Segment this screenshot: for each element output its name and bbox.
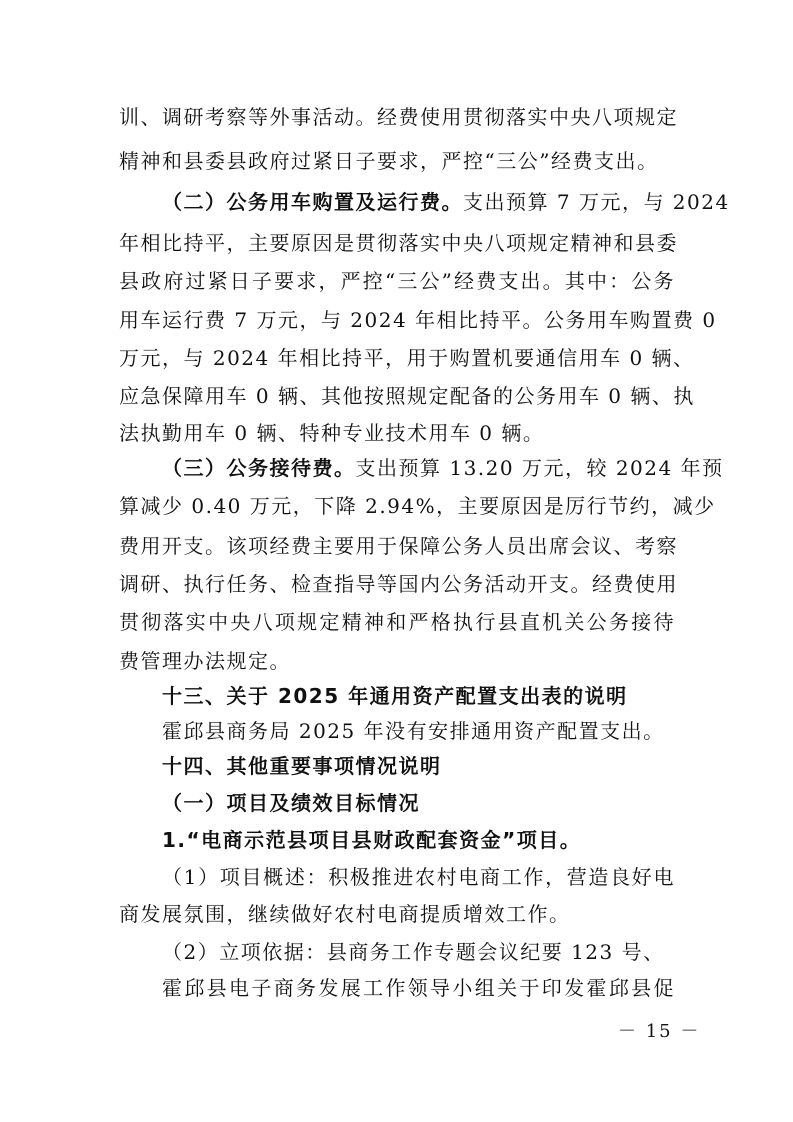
paragraph-line: 用车运行费 7 万元，与 2024 年相比持平。公务用车购置费 0 [119,308,717,332]
section-lead: （三）公务接待费。 [162,456,356,480]
paragraph-line: 费用开支。该项经费主要用于保障公务人员出席会议、考察 [119,534,678,558]
section-heading: 十三、关于 2025 年通用资产配置支出表的说明 [162,684,628,708]
paragraph-line: 算减少 0.40 万元，下降 2.94%，主要原因是厉行节约，减少 [119,494,716,518]
paragraph-line: 费管理办法规定。 [119,649,291,673]
paragraph-line: 贯彻落实中央八项规定精神和严格执行县直机关公务接待 [119,610,675,634]
paragraph-line: 霍邱县电子商务发展工作领导小组关于印发霍邱县促 [162,976,675,1000]
paragraph-line: 精神和县委县政府过紧日子要求，严控“三公”经费支出。 [119,149,659,173]
paragraph-text: 支出预算 13.20 万元，较 2024 年预 [355,456,724,480]
paragraph-line: 应急保障用车 0 辆、其他按照规定配备的公务用车 0 辆、执 [119,384,695,408]
section-heading: 十四、其他重要事项情况说明 [162,754,442,778]
paragraph-line: 商发展氛围，继续做好农村电商提质增效工作。 [119,902,571,926]
subsection-heading: （一）项目及绩效目标情况 [162,791,420,815]
paragraph-line [162,189,730,215]
paragraph-line: （1）项目概述：积极推进农村电商工作，营造良好电 [162,865,675,889]
paragraph-line: （2）立项依据：县商务工作专题会议纪要 123 号、 [162,940,665,964]
paragraph-line: 万元，与 2024 年相比持平，用于购置机要通信用车 0 辆、 [119,346,695,370]
paragraph-line: 霍邱县商务局 2025 年没有安排通用资产配置支出。 [162,719,665,743]
paragraph-line: 法执勤用车 0 辆、特种专业技术用车 0 辆。 [119,421,545,445]
paragraph-line: 县政府过紧日子要求，严控“三公”经费支出。其中：公务 [119,269,675,293]
item-heading: 1.“电商示范县项目县财政配套资金”项目。 [162,828,582,852]
section-lead: （二）公务用车购置及运行费。 [162,190,463,214]
paragraph-line: 年相比持平，主要原因是贯彻落实中央八项规定精神和县委 [119,231,678,255]
paragraph-text: 支出预算 7 万元，与 2024 [463,190,730,214]
paragraph-line: 调研、执行任务、检查指导等国内公务活动开支。经费使用 [119,572,678,596]
paragraph-line [162,455,724,481]
paragraph-line: 训、调研考察等外事活动。经费使用贯彻落实中央八项规定 [119,105,678,129]
page-number: － 15 － [618,1021,701,1042]
